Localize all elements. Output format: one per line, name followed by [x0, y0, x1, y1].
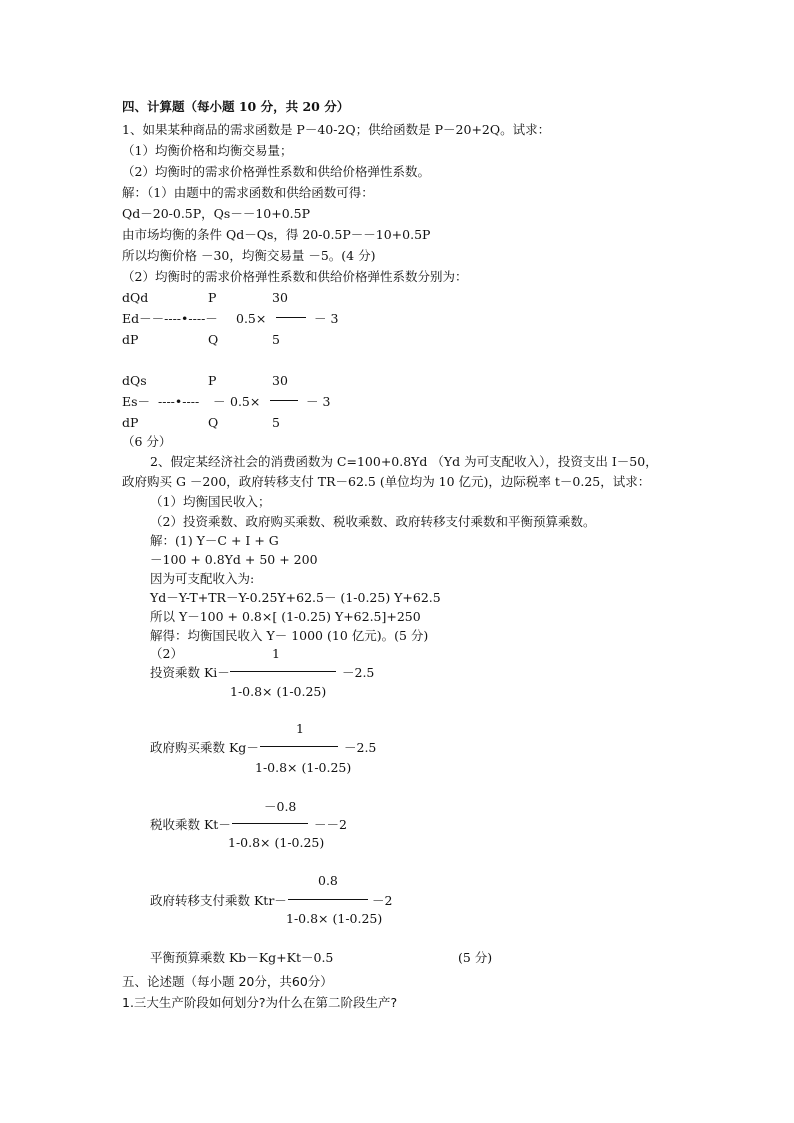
ki-label: 投资乘数 Ki－: [150, 665, 230, 680]
kt-label: 税收乘数 Kt－: [150, 817, 231, 832]
ktr-fraction-bar: [288, 899, 368, 900]
q2-solution-line1: 解：(1) Y－C + I + G: [150, 533, 279, 548]
q2-solution-line2: －100 + 0.8Yd + 50 + 200: [150, 552, 318, 567]
ed-fraction-bar: [276, 317, 306, 318]
q2-part1: （1）均衡国民收入；: [150, 494, 271, 509]
kg-denominator: 1-0.8× (1-0.25): [255, 760, 352, 775]
ktr-label: 政府转移支付乘数 Ktr－: [150, 893, 287, 908]
q2-solution-line5: 所以 Y－100 + 0.8×[ (1-0.25) Y+62.5]+250: [150, 609, 421, 624]
q2-part2-label: （2）: [150, 646, 183, 661]
ki-result: －2.5: [342, 665, 375, 680]
es-value: 0.5×: [230, 394, 261, 409]
q2-solution-line6: 解得：均衡国民收入 Y－ 1000 (10 亿元)。(5 分): [150, 628, 429, 643]
ki-denominator: 1-0.8× (1-0.25): [230, 684, 327, 699]
es-bottom-left: dP: [122, 415, 139, 430]
ktr-denominator: 1-0.8× (1-0.25): [286, 911, 383, 926]
es-dots: ----•----: [158, 394, 200, 409]
ed-bottom-right: 5: [272, 332, 280, 347]
ed-bottom-left: dP: [122, 332, 139, 347]
es-top-left: dQs: [122, 373, 147, 388]
es-bottom-mid: Q: [208, 415, 219, 430]
kb-score: (5 分): [458, 950, 493, 965]
q1-equation-q: Qd－20-0.5P，Qs－－10+0.5P: [122, 206, 311, 221]
es-result: － 3: [306, 394, 331, 409]
kt-numerator: －0.8: [264, 799, 297, 814]
ki-fraction-bar: [230, 671, 336, 672]
ed-label: Ed－－----•----－: [122, 311, 218, 326]
q2-part2: （2）投资乘数、政府购买乘数、税收乘数、政府转移支付乘数和平衡预算乘数。: [150, 514, 596, 529]
ed-top-mid: P: [208, 290, 217, 305]
q2-solution-line3: 因为可支配收入为:: [150, 571, 255, 586]
es-fraction-bar: [270, 400, 298, 401]
kg-numerator: 1: [296, 721, 304, 736]
kg-result: －2.5: [344, 740, 377, 755]
es-bottom-right: 5: [272, 415, 280, 430]
ki-numerator: 1: [272, 646, 280, 661]
section5-q1: 1.三大生产阶段如何划分?为什么在第二阶段生产?: [122, 995, 398, 1010]
ed-value: 0.5×: [236, 311, 267, 326]
ed-result: － 3: [314, 311, 339, 326]
kt-denominator: 1-0.8× (1-0.25): [228, 835, 325, 850]
ktr-result: －2: [372, 893, 393, 908]
kt-fraction-bar: [232, 823, 308, 824]
kt-result: －－2: [314, 817, 347, 832]
ed-top-right: 30: [272, 290, 288, 305]
es-eq: －: [213, 394, 226, 409]
q2-solution-line4: Yd－Y-T+TR－Y-0.25Y+62.5－ (1-0.25) Y+62.5: [150, 590, 441, 605]
es-label: Es－: [122, 394, 151, 409]
ktr-numerator: 0.8: [318, 873, 338, 888]
es-top-mid: P: [208, 373, 217, 388]
kg-label: 政府购买乘数 Kg－: [150, 740, 259, 755]
q1-solution2-intro: （2）均衡时的需求价格弹性系数和供给价格弹性系数分别为：: [122, 269, 468, 284]
q1-part2: （2）均衡时的需求价格弹性系数和供给价格弹性系数。: [122, 164, 430, 179]
kb-line: 平衡预算乘数 Kb－Kg+Kt－0.5: [150, 950, 334, 965]
kg-fraction-bar: [260, 746, 338, 747]
ed-top-left: dQd: [122, 290, 149, 305]
q1-score: （6 分）: [122, 434, 172, 449]
q1-equation-condition: 由市场均衡的条件 Qd－Qs，得 20-0.5P－－10+0.5P: [122, 227, 431, 242]
q1-part1: （1）均衡价格和均衡交易量；: [122, 143, 293, 158]
section4-heading: 四、计算题（每小题 10 分，共 20 分）: [122, 99, 350, 114]
section5-heading: 五、论述题（每小题 20分，共60分）: [122, 974, 333, 989]
q2-stem-line1: 2、假定某经济社会的消费函数为 C=100+0.8Yd （Yd 为可支配收入），投资支出 I－50，: [150, 454, 658, 469]
q1-result: 所以均衡价格 －30，均衡交易量 －5。(4 分): [122, 248, 376, 263]
q1-stem: 1、如果某种商品的需求函数是 P－40-2Q；供给函数是 P－20+2Q。试求：: [122, 122, 551, 137]
q2-stem-line2: 政府购买 G －200，政府转移支付 TR－62.5 (单位均为 10 亿元)，边际税率 t－0.25，试求：: [122, 474, 651, 489]
q1-solution-intro: 解：（1）由题中的需求函数和供给函数可得：: [122, 185, 374, 200]
es-top-right: 30: [272, 373, 288, 388]
ed-bottom-mid: Q: [208, 332, 219, 347]
